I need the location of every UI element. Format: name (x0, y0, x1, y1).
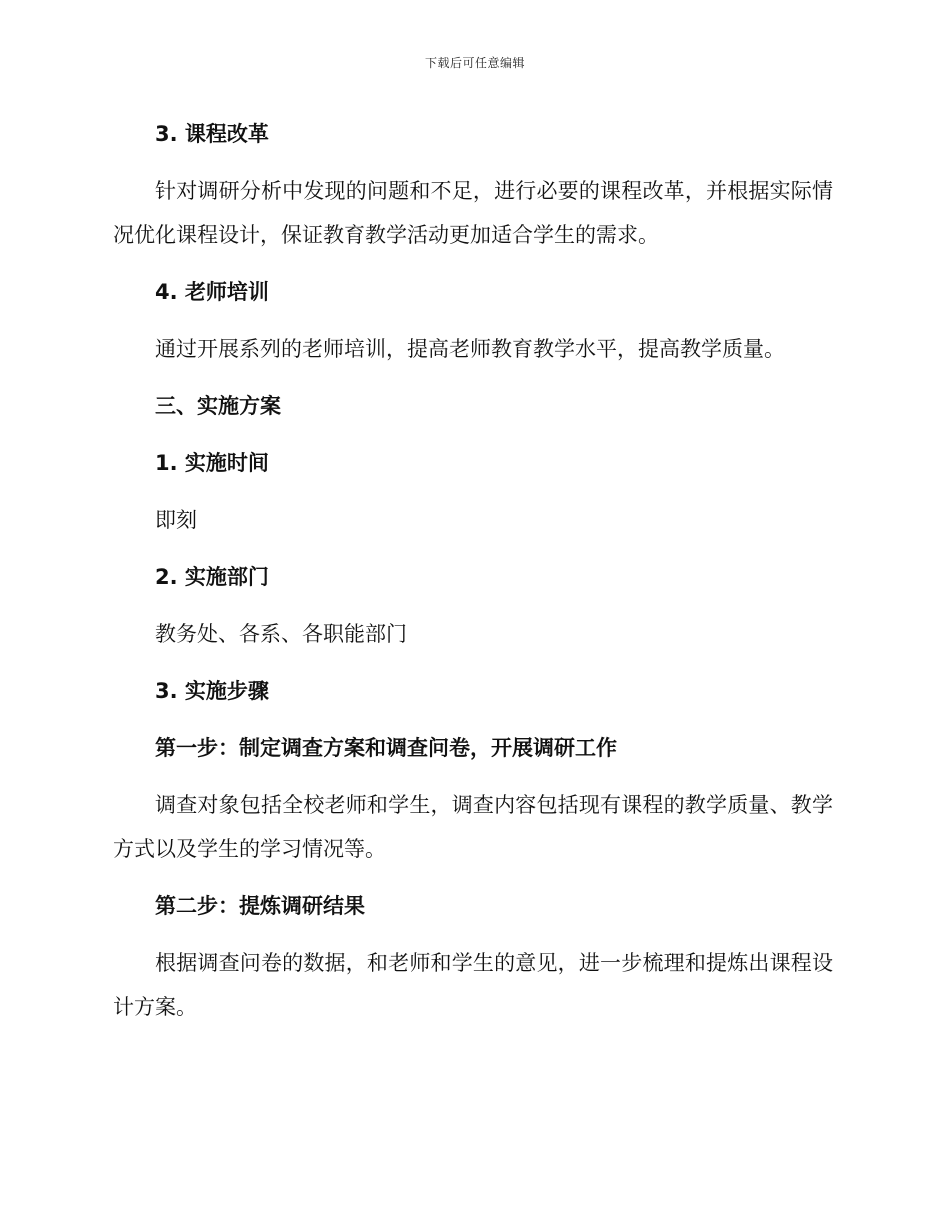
paragraph-curriculum-reform: 针对调研分析中发现的问题和不足，进行必要的课程改革，并根据实际情况优化课程设计，保证教育教学活动更加适合学生的需求。 (113, 179, 833, 247)
section-heading-curriculum-reform: 3. 课程改革 (155, 122, 269, 146)
section-heading-teacher-training: 4. 老师培训 (155, 280, 269, 304)
paragraph-step-two: 根据调查问卷的数据，和老师和学生的意见，进一步梳理和提炼出课程设计方案。 (113, 951, 833, 1019)
step-heading-two: 第二步：提炼调研结果 (155, 894, 365, 918)
chapter-heading-implementation-plan: 三、实施方案 (155, 394, 281, 418)
section-heading-implementation-time: 1. 实施时间 (155, 451, 269, 475)
step-heading-one: 第一步：制定调查方案和调查问卷，开展调研工作 (155, 736, 617, 760)
section-heading-implementation-steps: 3. 实施步骤 (155, 679, 269, 703)
page-header: 下载后可任意编辑 (424, 56, 525, 70)
document-body (113, 112, 833, 1042)
paragraph-step-one: 调查对象包括全校老师和学生，调查内容包括现有课程的教学质量、教学方式以及学生的学习情况等。 (113, 793, 833, 861)
paragraph-teacher-training: 通过开展系列的老师培训，提高老师教育教学水平，提高教学质量。 (155, 337, 785, 361)
paragraph-implementation-time: 即刻 (155, 508, 197, 532)
paragraph-implementation-dept: 教务处、各系、各职能部门 (155, 622, 407, 646)
section-heading-implementation-dept: 2. 实施部门 (155, 565, 269, 589)
